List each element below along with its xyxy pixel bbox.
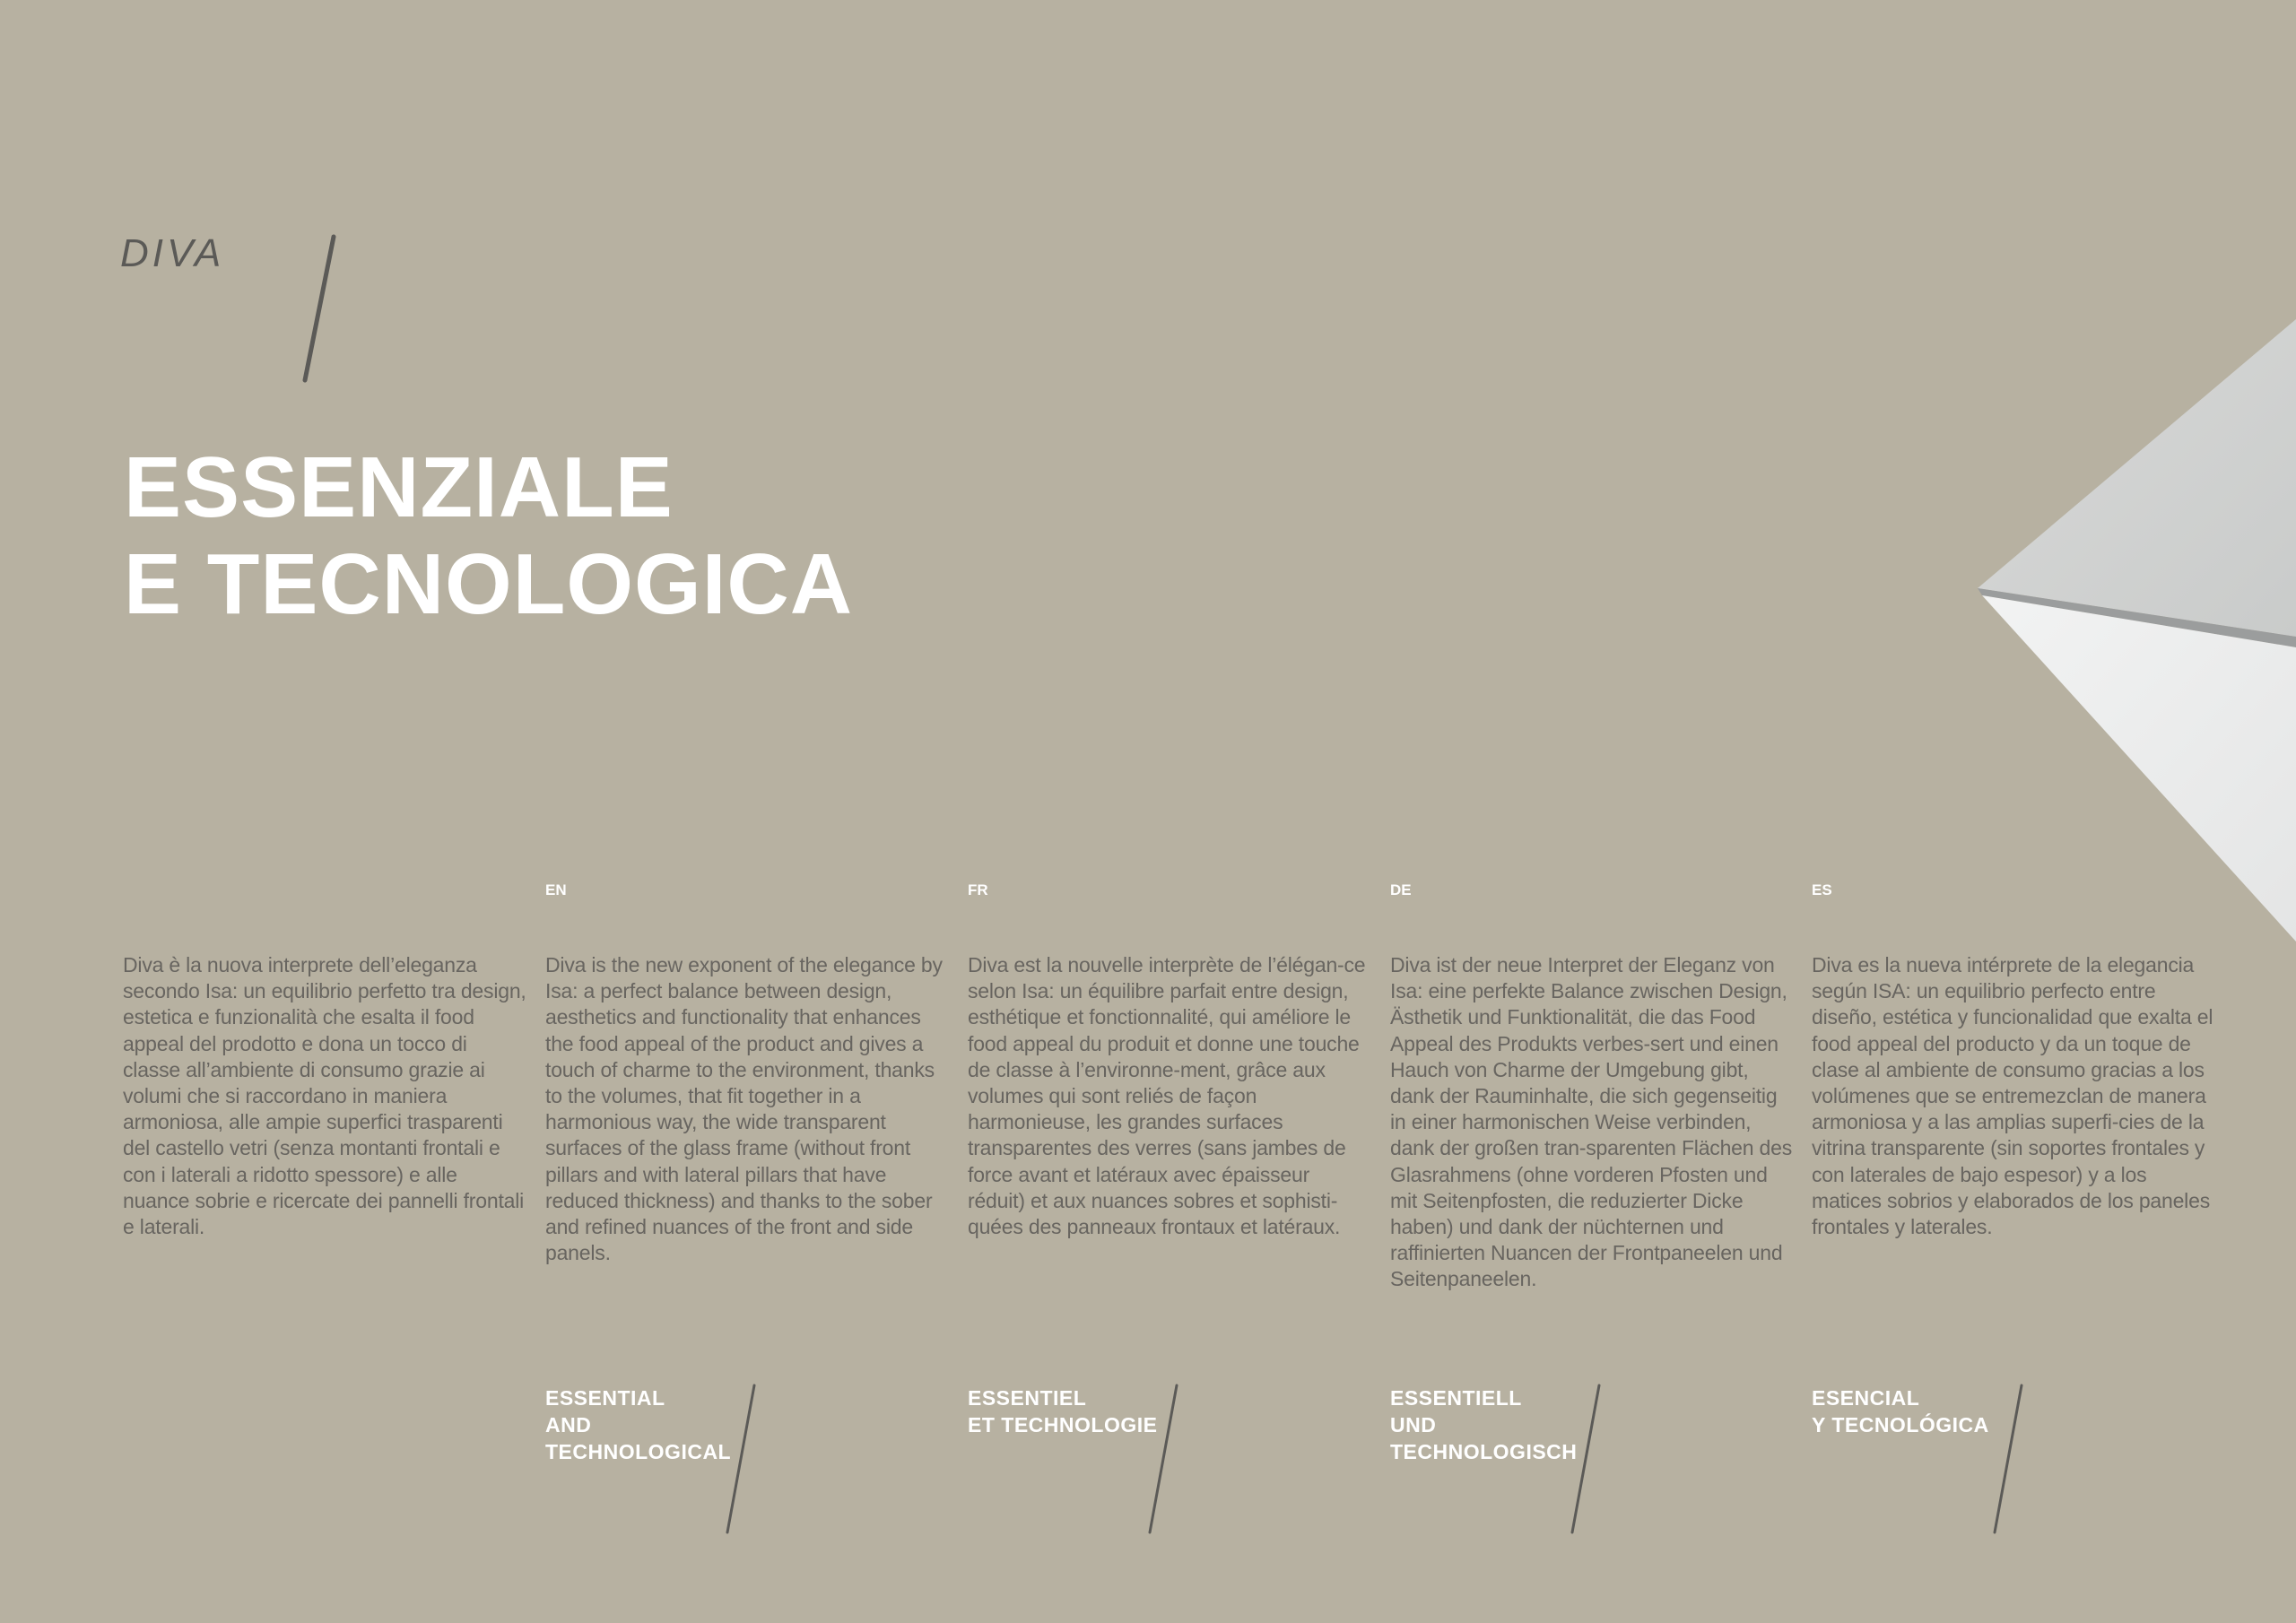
body-text-en: Diva is the new exponent of the elegance by Isa: a perfect balance between design, aesthetics and functionality that enhances the food appeal of the product and gives a touch of charme to the environment, thanks to the volumes, that fit together in a harmonious way, the wide transparent surfaces of the glass frame (without front pillars and with lateral pillars that have reduced thickness) and thanks to the sober and refined nuances of the front and side panels. [545,953,943,1265]
subtitle-de-line-1: ESSENTIELL [1390,1386,1522,1410]
subtitle-en-line-3: TECHNOLOGICAL [545,1440,732,1463]
lang-code-es: ES [1812,881,1832,898]
lang-code-de: DE [1390,881,1412,898]
product-image [1955,305,2296,950]
lang-code-fr: FR [968,881,988,898]
title-line-1: ESSENZIALE [124,439,674,535]
page-title [124,439,853,633]
slash-es [1989,1384,2025,1536]
subtitle-es-line-1: ESENCIAL [1812,1386,1920,1410]
slash-fr [1144,1384,1180,1536]
lang-code-en: EN [545,881,567,898]
body-text-fr: Diva est la nouvelle interprète de l’élégan-ce selon Isa: un équilibre parfait entre design, esthétique et fonctionnalité, qui améliore le food appeal du produit et donne une touche de classe à l’environne-ment, grâce aux volumes qui sont reliés de façon harmonieuse, les grandes surfaces transparentes des verres (sans jambes de force avant et latéraux avec épaisseur réduit) et aux nuances sobres et sophisti-quées des panneaux frontaux et latéraux. [968,953,1366,1239]
subtitle-de-line-2: UND [1390,1413,1437,1436]
subtitle-es-line-2: Y TECNOLÓGICA [1812,1413,1989,1436]
title-line-2: E TECNOLOGICA [124,536,854,632]
body-text-es: Diva es la nueva intérprete de la elegancia según ISA: un equilibrio perfecto entre diseño, estética y funcionalidad que exalta el food appeal del producto y da un toque de clase al ambiente de consumo gracias a los volúmenes que se entremezclan de manera armoniosa y a las amplias superfi-cies de la vitrina transparente (sin soportes frontales y con laterales de bajo espesor) y a los matices sobrios y elaborados de los paneles frontales y laterales. [1812,953,2213,1239]
brand-logo: DIVA [120,231,225,275]
subtitle-en-line-2: AND [545,1413,592,1436]
body-text-de: Diva ist der neue Interpret der Eleganz von Isa: eine perfekte Balance zwischen Design, Ästhetik und Funktionalität, die das Food Appeal des Produkts verbes-sert und einen Hauch von Charme der Umgebung gibt, dank der Rauminhalte, die sich gegenseitig in einer harmonischen Weise verbinden, dank der großen tran-sparenten Flächen des Glasrahmens (ohne vorderen Pfosten und mit Seitenpfosten, die reduzierter Dicke haben) und dank der nüchternen und raffinierten Nuancen der Frontpaneelen und Seitenpaneelen. [1390,953,1793,1291]
body-text-it: Diva è la nuova interprete dell’eleganza secondo Isa: un equilibrio perfetto tra design, estetica e funzionalità che esalta il food appeal del prodotto e dona un tocco di classe all’ambiente di consumo grazie ai volumi che si raccordano in maniera armoniosa, alle ampie superfici trasparenti del castello vetri (senza montanti frontali e con i laterali a ridotto spessore) e alle nuance sobrie e ricercate dei pannelli frontali e laterali. [123,953,526,1239]
slash-divider [296,235,341,383]
subtitle-en-line-1: ESSENTIAL [545,1386,665,1410]
subtitle-de-line-3: TECHNOLOGISCH [1390,1440,1578,1463]
subtitle-fr-line-1: ESSENTIEL [968,1386,1087,1410]
slash-de [1567,1384,1603,1536]
subtitle-fr-line-2: ET TECHNOLOGIE [968,1413,1158,1436]
slash-en [722,1384,758,1536]
